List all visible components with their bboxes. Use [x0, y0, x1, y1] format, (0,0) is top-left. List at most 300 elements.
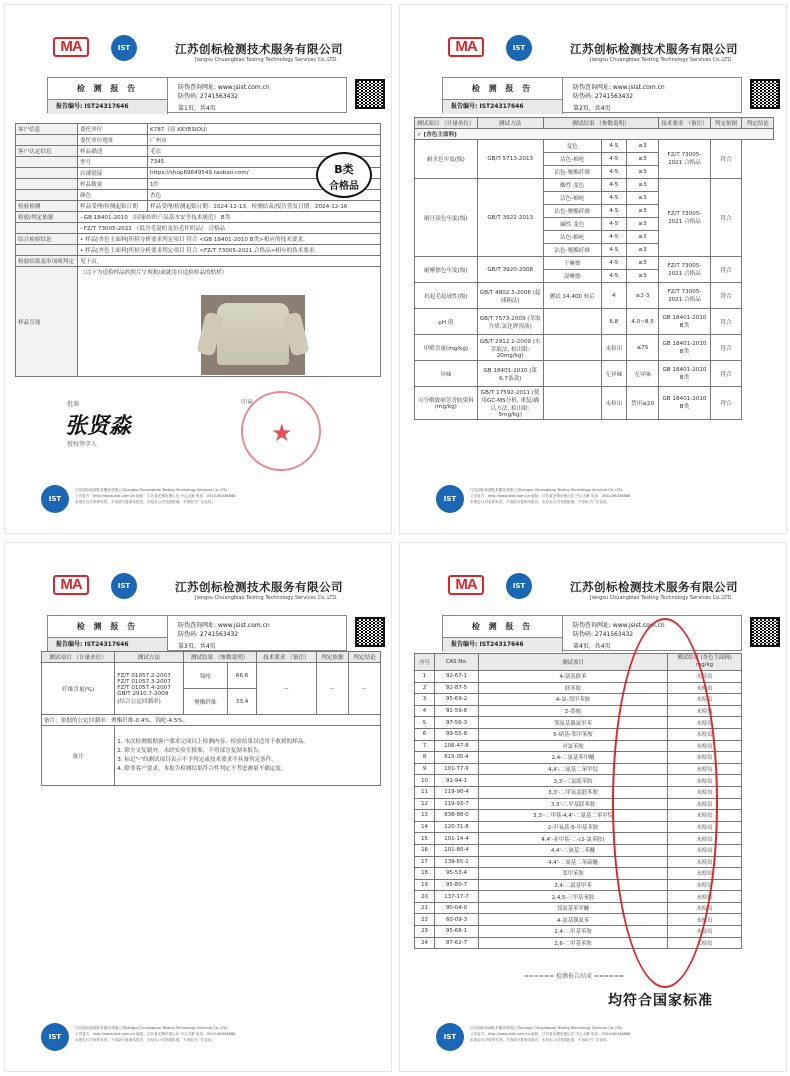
- value-cell: • 样品[杏色主面料]所检分析要求判定项目 符合 <FZ/T 73005-2021 合格品>相应的技术要求。: [78, 245, 381, 256]
- amine-name: 邻氨基偶氮甲苯: [479, 717, 668, 729]
- table-row: [415, 283, 774, 309]
- row-index: 6: [415, 728, 435, 740]
- query-code: 防伪码: 2741563432: [573, 631, 634, 638]
- remarks-cell: [115, 726, 381, 786]
- table-row: [16, 124, 381, 135]
- cas-number: 60-09-3: [435, 914, 479, 926]
- sub-requirement: ≥3: [626, 179, 658, 192]
- section-cell: 检验检测: [16, 201, 78, 212]
- section-cell: [16, 223, 78, 234]
- table-row: [415, 129, 774, 140]
- table-row: [415, 387, 774, 420]
- item-name: 可分解致癌芳香胺染料(mg/kg): [415, 387, 478, 420]
- sub-value: 4-5: [601, 270, 626, 283]
- ist-footer-logo: IST: [41, 485, 69, 513]
- sub-requirement: 无异味: [626, 361, 658, 387]
- row-index: 3: [415, 694, 435, 706]
- item-name: 异味: [415, 361, 478, 387]
- remark-line: 4. 除非客户要求，本报告检测结果符合性判定不考虑测量不确定度。: [117, 765, 287, 772]
- query-code: 防伪码: 2741563432: [178, 93, 239, 100]
- test-results-table: [414, 117, 774, 420]
- cas-number: 99-55-8: [435, 728, 479, 740]
- item-result: 符合: [710, 309, 742, 335]
- cas-number: 838-88-0: [435, 810, 479, 822]
- footer-company: 江苏创标检测技术服务有限公司Jiangsu Chuangbiao Testing Technology Services Co.,LTD.: [75, 1026, 228, 1030]
- value-cell: 见下页。: [78, 256, 381, 267]
- footer: [436, 485, 776, 519]
- sweater-image: [217, 303, 289, 365]
- header-cell: 判定结论: [348, 652, 380, 663]
- item-name: 耐汗渍色牢度(级): [415, 179, 478, 257]
- footer-line1: 公司官方：http://www.jsist.com.cn 地址：江苏省无锡市惠山区 中心大厦 电话：0510-86336888: [75, 1032, 236, 1036]
- seal-label: 印章: [241, 399, 254, 406]
- header-cell: 技术要求 （备注）: [659, 118, 711, 129]
- company-name-en: Jiangsu Chuangbiao Testing Technology Services Co.,LTD.: [195, 595, 338, 601]
- approver-title: 授权签字人: [67, 441, 98, 448]
- cas-number: 91-59-8: [435, 705, 479, 717]
- label-cell: 型号: [78, 157, 148, 168]
- company-name-en: Jiangsu Chuangbiao Testing Technology Services Co.,LTD.: [590, 595, 733, 601]
- label-cell: 店铺链接: [78, 168, 148, 179]
- method-line: (结合公定回潮率): [117, 698, 161, 705]
- row-index: 9: [415, 763, 435, 775]
- item-basis: FZ/T 73005-2021 合格品: [659, 257, 711, 283]
- amine-name: 邻甲苯胺: [479, 868, 668, 880]
- header-cell: 序号: [415, 654, 435, 671]
- highlight-ellipse: [612, 618, 718, 988]
- ist-logo: IST: [111, 573, 137, 599]
- cas-number: 119-93-7: [435, 798, 479, 810]
- company-name-en: Jiangsu Chuangbiao Testing Technology Services Co.,LTD.: [195, 57, 338, 63]
- cas-number: 139-65-1: [435, 856, 479, 868]
- item-method: GB/T 4802.3-2008 (起球箱法): [477, 283, 543, 309]
- amine-result: 未检出: [668, 914, 742, 926]
- sub-value: 4-5: [601, 205, 626, 218]
- footer-company: 江苏创标检测技术服务有限公司Jiangsu Chuangbiao Testing Technology Services Co.,LTD.: [75, 488, 228, 492]
- sub-requirement: 禁用≤20: [626, 387, 658, 420]
- qr-code[interactable]: [355, 79, 385, 109]
- sub-label: 湿摩擦: [543, 270, 601, 283]
- cas-number: 101-14-4: [435, 833, 479, 845]
- cas-number: 95-80-7: [435, 879, 479, 891]
- table-row: [415, 179, 774, 192]
- sub-value: 4: [601, 283, 626, 309]
- ist-logo: IST: [111, 35, 137, 61]
- table-row: [415, 361, 774, 387]
- report-number: 报告编号: IST24317646: [443, 638, 563, 652]
- table-row: [16, 146, 381, 157]
- method-line: FZ/T 01057.3-2007: [117, 678, 171, 685]
- row-index: 12: [415, 798, 435, 810]
- cas-number: 137-17-7: [435, 891, 479, 903]
- cas-number: 92-87-5: [435, 682, 479, 694]
- amine-name: 4,4'-二氨基二苯醚: [479, 844, 668, 856]
- sub-value: 4-5: [601, 218, 626, 231]
- query-site: 防伪查询网址: www.jsist.com.cn: [178, 622, 270, 629]
- sub-requirement: 4.0~8.5: [626, 309, 658, 335]
- amine-result: 未检出: [668, 833, 742, 845]
- header-cell: 测试方法: [115, 652, 183, 663]
- approver-signature: 张贤淼: [65, 413, 132, 439]
- official-seal: [241, 391, 321, 471]
- sub-value: 4-5: [601, 166, 626, 179]
- section-cell: [16, 190, 78, 201]
- fiber-value: 33.4: [228, 689, 257, 715]
- value-cell: • 样品[杏色主面料]所检分析要求判定项目 符合 <GB 18401-2010 B类>相应的技术要求。: [78, 234, 381, 245]
- row-index: 20: [415, 891, 435, 903]
- item-name: 耐水色牢度(级): [415, 140, 478, 179]
- table-row: [16, 245, 381, 256]
- remark-line: 2. 除全文复制外，未经实验室批准，不得部分复制本报告。: [117, 747, 265, 754]
- cas-number: 120-71-8: [435, 821, 479, 833]
- row-index: 15: [415, 833, 435, 845]
- cma-logo: MA: [448, 575, 484, 595]
- sub-requirement: ≥3: [626, 153, 658, 166]
- item-basis: GB 18401-2010 B类: [659, 309, 711, 335]
- sub-label: 沾色-棉纶: [543, 231, 601, 244]
- item-basis: FZ/T 73005-2021 合格品: [659, 283, 711, 309]
- qr-code[interactable]: [750, 79, 780, 109]
- sub-label: 碱性 变色: [543, 218, 601, 231]
- report-title: 检 测 报 告: [48, 616, 168, 638]
- amine-result: 未检出: [668, 763, 742, 775]
- report-header-box: [47, 77, 347, 113]
- cma-logo: MA: [448, 37, 484, 57]
- qr-code[interactable]: [750, 617, 780, 647]
- sub-value: 4-5: [601, 179, 626, 192]
- amine-result: 未检出: [668, 902, 742, 914]
- footer-text: [75, 1025, 235, 1043]
- amine-name: 4,4'-二氨基二苯甲烷: [479, 763, 668, 775]
- sub-label: 沾色-棉纶: [543, 192, 601, 205]
- unit-header: mg/kg: [695, 662, 714, 668]
- amine-name: 2,6-二甲基苯胺: [479, 937, 668, 949]
- amine-result: 未检出: [668, 740, 742, 752]
- report-title: 检 测 报 告: [443, 616, 563, 638]
- table-row: [42, 726, 381, 786]
- sub-requirement: ≥3: [626, 140, 658, 153]
- footer: [436, 1023, 776, 1057]
- sub-value: 未检出: [601, 335, 626, 361]
- query-site: 防伪查询网址: www.jsist.com.cn: [573, 622, 665, 629]
- header-cell: 判定结论: [742, 118, 774, 129]
- amine-name: 2-甲氧基-5-甲基苯胺: [479, 821, 668, 833]
- amine-result: 未检出: [668, 879, 742, 891]
- amine-name: 联苯胺: [479, 682, 668, 694]
- table-row: [16, 234, 381, 245]
- amine-name: 2,4-二氨基甲苯: [479, 879, 668, 891]
- label-cell: 委托单位地址: [78, 135, 148, 146]
- company-name-cn: 江苏创标检测技术服务有限公司: [175, 42, 343, 56]
- basis: --: [316, 663, 348, 715]
- report-number: 报告编号: IST24317646: [443, 100, 563, 114]
- report-page-2: [399, 4, 787, 534]
- item-method: GB/T 7573-2009 (萃取介质:氯化钾溶液): [477, 309, 543, 335]
- cas-number: 87-62-7: [435, 937, 479, 949]
- header-cell: 判定依据: [710, 118, 742, 129]
- amine-name: 邻氨基苯甲醚: [479, 902, 668, 914]
- sub-label: 测试 14,400 转后: [543, 283, 601, 309]
- amine-name: 3,3'-二氯联苯胺: [479, 775, 668, 787]
- sub-label: [543, 309, 601, 335]
- amine-result: 未检出: [668, 844, 742, 856]
- item-basis: GB 18401-2010 B类: [659, 361, 711, 387]
- section-cell: [16, 135, 78, 146]
- item-result: 符合: [710, 140, 742, 179]
- table-row: [16, 256, 381, 267]
- section-cell: [16, 157, 78, 168]
- page-indicator: 第2页，共4页: [573, 105, 611, 112]
- row-index: 10: [415, 775, 435, 787]
- section-cell: 样品呈现: [16, 267, 78, 377]
- sub-label: 干摩擦: [543, 257, 601, 270]
- section-cell: 客户认定信息: [16, 146, 78, 157]
- amine-name: 2,4-二甲基苯胺: [479, 926, 668, 938]
- footer-line1: 公司官方：http://www.jsist.com.cn 地址：江苏省无锡市惠山区 中心大厦 电话：0510-86336888: [470, 1032, 631, 1036]
- amine-result: 未检出: [668, 937, 742, 949]
- label-cell: 样品受理/检测起始日期: [78, 201, 148, 212]
- sub-label: 变色: [543, 140, 601, 153]
- company-name-cn: 江苏创标检测技术服务有限公司: [570, 580, 738, 594]
- row-index: 16: [415, 844, 435, 856]
- amine-result: 未检出: [668, 821, 742, 833]
- amine-name: 4-氯-邻甲苯胺: [479, 694, 668, 706]
- amine-result: 未检出: [668, 868, 742, 880]
- section-cell: 综合检验结论: [16, 234, 78, 245]
- method-line: FZ/T 01057.2-2007: [117, 672, 171, 679]
- fiber-content-table: [41, 651, 381, 786]
- sub-requirement: ≥3: [626, 231, 658, 244]
- amine-result: 未检出: [668, 694, 742, 706]
- sub-label: 沾色-棉纶: [543, 153, 601, 166]
- item-method: GB/T 3922-2013: [477, 179, 543, 257]
- amine-result: 未检出: [668, 798, 742, 810]
- row-index: 13: [415, 810, 435, 822]
- footer-line2: 本报告仅对来样负责。不得部分复制本报告，未经本公司书面批准，不得用于广告宣传。: [75, 1038, 216, 1042]
- table-row: [16, 212, 381, 223]
- section-cell: 检验结果及串项项判定: [16, 256, 78, 267]
- sub-requirement: ≥3: [626, 166, 658, 179]
- amine-name: 4-氨基联苯: [479, 671, 668, 683]
- amine-result: 未检出: [668, 671, 742, 683]
- amine-name: 5-硝基-邻甲苯胺: [479, 728, 668, 740]
- ist-logo: IST: [506, 573, 532, 599]
- item-basis: FZ/T 73005-2021 合格品: [659, 140, 711, 179]
- query-site: 防伪查询网址: www.jsist.com.cn: [573, 84, 665, 91]
- cma-logo: MA: [53, 575, 89, 595]
- value-cell: 毛衣: [148, 146, 381, 157]
- item-basis: FZ/T 73005-2021 合格品: [659, 179, 711, 257]
- value-cell: 样品受理/检测起始日期：2024-12-13，检测结束/报告签发日期：2024-12-16: [148, 201, 381, 212]
- item-name: 纤维含量(%): [42, 663, 115, 715]
- footer: [41, 1023, 381, 1057]
- method-line: GB/T 2910.7-2009: [117, 690, 169, 697]
- header-cell: 测试方法: [477, 118, 543, 129]
- table-row: [42, 652, 381, 663]
- table-row: [415, 140, 774, 153]
- row-index: 2: [415, 682, 435, 694]
- value-cell: - FZ/T 73005-2021 《低含毛混纺及仿毛针织品》 合格品: [78, 223, 381, 234]
- amine-name: 3,3'-二甲氧基联苯胺: [479, 786, 668, 798]
- cas-number: 615-05-4: [435, 752, 479, 764]
- amine-result: 未检出: [668, 810, 742, 822]
- method-line: FZ/T 01057.4-2007: [117, 684, 171, 691]
- sub-requirement: ≥3: [626, 257, 658, 270]
- sub-value: 4-5: [601, 244, 626, 257]
- item-method: GB/T 3920-2008: [477, 257, 543, 283]
- fiber-note: 备注：依据的公定回潮率：聚酯纤维-0.4%，锦纶-4.5%。: [42, 715, 381, 726]
- result: --: [348, 663, 380, 715]
- cas-number: 97-56-3: [435, 717, 479, 729]
- amine-result: 未检出: [668, 682, 742, 694]
- table-row: [415, 335, 774, 361]
- table-row: [16, 223, 381, 234]
- item-name: pH 值: [415, 309, 478, 335]
- sub-requirement: ≥3: [626, 270, 658, 283]
- section-cell: 检验/判定依据: [16, 212, 78, 223]
- section-cell: [16, 168, 78, 179]
- row-index: 1: [415, 671, 435, 683]
- footer-text: [75, 487, 235, 505]
- item-name: 耐摩擦色牢度(级): [415, 257, 478, 283]
- section-row: ✓ [杏色主面料]: [415, 129, 774, 140]
- section-cell: 客户信息: [16, 124, 78, 135]
- table-row: [16, 135, 381, 146]
- value-cell: （以下为送检样品的照片呈现和/或就用自送检样品的贴样）: [78, 267, 381, 377]
- row-index: 14: [415, 821, 435, 833]
- cma-logo: MA: [53, 37, 89, 57]
- grade-callout: [316, 152, 372, 198]
- header-cell: 测试项目 （计量单位）: [415, 118, 478, 129]
- item-name: 抗起毛起球性(级): [415, 283, 478, 309]
- report-end: ====== 检测报告结束 ======: [524, 973, 625, 980]
- cas-number: 90-04-0: [435, 902, 479, 914]
- callout-line1: B类: [334, 163, 354, 176]
- report-header-box: [442, 615, 742, 651]
- report-page-3: [4, 542, 392, 1072]
- label-cell: 样品数量: [78, 179, 148, 190]
- header-cell: 测试结果 （参数说明）: [183, 652, 256, 663]
- query-site: 防伪查询网址: www.jsist.com.cn: [178, 84, 270, 91]
- table-row: [16, 201, 381, 212]
- amine-result: 未检出: [668, 786, 742, 798]
- row-index: 4: [415, 705, 435, 717]
- footer-line2: 本报告仅对来样负责。不得部分复制本报告，未经本公司书面批准，不得用于广告宣传。: [470, 1038, 611, 1042]
- query-code: 防伪码: 2741563432: [178, 631, 239, 638]
- qr-code[interactable]: [355, 617, 385, 647]
- sub-requirement: ≥2-3: [626, 283, 658, 309]
- amine-result: 未检出: [668, 717, 742, 729]
- sub-label: 沾色-聚酯纤维: [543, 244, 601, 257]
- star-icon: ★: [271, 419, 293, 447]
- row-index: 19: [415, 879, 435, 891]
- item-basis: GB 18401-2010 B类: [659, 335, 711, 361]
- page-indicator: 第4页，共4页: [573, 643, 611, 650]
- item-result: 符合: [710, 387, 742, 420]
- table-row: [42, 715, 381, 726]
- row-index: 8: [415, 752, 435, 764]
- sub-label: 沾色-聚酯纤维: [543, 205, 601, 218]
- amine-name: 4,4'-二氨基二苯硫醚: [479, 856, 668, 868]
- ist-footer-logo: IST: [41, 1023, 69, 1051]
- sub-value: 未检出: [601, 387, 626, 420]
- value-cell: - GB 18401-2010 《国家纺织产品基本安全技术规范》 B类: [78, 212, 381, 223]
- footer-company: 江苏创标检测技术服务有限公司Jiangsu Chuangbiao Testing Technology Services Co.,LTD.: [470, 488, 623, 492]
- sub-value: 无异味: [601, 361, 626, 387]
- section-cell: [16, 245, 78, 256]
- amine-result: 未检出: [668, 752, 742, 764]
- row-index: 22: [415, 914, 435, 926]
- row-index: 11: [415, 786, 435, 798]
- remark-line: 1. 本次检测根据客户要求完成以上检测内容，检验结果仅适用于收到的样品。: [117, 738, 309, 745]
- fiber-name: 聚酯纤维: [183, 689, 228, 715]
- sub-value: 4-5: [601, 140, 626, 153]
- header-cell: 判定依据: [316, 652, 348, 663]
- approver-label: 批准: [67, 401, 80, 408]
- item-method: GB/T 5713-2013: [477, 140, 543, 179]
- item-result: 符合: [710, 179, 742, 257]
- report-title: 检 测 报 告: [48, 78, 168, 100]
- sub-requirement: ≥3: [626, 244, 658, 257]
- fiber-value: 66.6: [228, 663, 257, 689]
- amine-result: 未检出: [668, 856, 742, 868]
- footer-text: [470, 487, 630, 505]
- item-method: GB 18401-2010 (第6.7条款): [477, 361, 543, 387]
- sub-value: 4-5: [601, 192, 626, 205]
- callout-line2: 合格品: [329, 181, 359, 192]
- amine-result: 未检出: [668, 775, 742, 787]
- amine-name: 4-氨基偶氮苯: [479, 914, 668, 926]
- footer-text: [470, 1025, 630, 1043]
- row-index: 21: [415, 902, 435, 914]
- row-index: 24: [415, 937, 435, 949]
- footer-line2: 本报告仅对来样负责。不得部分复制本报告，未经本公司书面批准，不得用于广告宣传。: [75, 500, 216, 504]
- report-page-1: [4, 4, 392, 534]
- ist-footer-logo: IST: [436, 1023, 464, 1051]
- table-row: [16, 267, 381, 377]
- cas-number: 119-90-4: [435, 786, 479, 798]
- company-name-en: Jiangsu Chuangbiao Testing Technology Services Co.,LTD.: [590, 57, 733, 63]
- table-row: [415, 257, 774, 270]
- header-cell: 测试项目 （计量单位）: [42, 652, 115, 663]
- value-cell: 广州市: [148, 135, 381, 146]
- header-cell: 测试项目: [479, 654, 668, 671]
- cas-number: 101-80-4: [435, 844, 479, 856]
- footer: [41, 485, 381, 519]
- table-row: [415, 118, 774, 129]
- label-cell: 颜色: [78, 190, 148, 201]
- amine-result: 未检出: [668, 728, 742, 740]
- sub-label: 沾色-聚酯纤维: [543, 166, 601, 179]
- amine-name: 3,3'-二甲基-4,4'-二氨基二苯甲烷: [479, 810, 668, 822]
- amine-result: 未检出: [668, 891, 742, 903]
- item-method: GB/T 2912.1-2009 (水萃取法, 检出限: 20mg/kg): [477, 335, 543, 361]
- amine-result: 未检出: [668, 926, 742, 938]
- item-result: 符合: [710, 361, 742, 387]
- sub-value: 6.8: [601, 309, 626, 335]
- report-title: 检 测 报 告: [443, 78, 563, 100]
- sub-requirement: ≥3: [626, 218, 658, 231]
- cas-number: 101-77-9: [435, 763, 479, 775]
- item-method: GB/T 17592-2011 (使用GC-MS分析, 重复/确认方法, 检出限: 5mg/kg): [477, 387, 543, 420]
- value-cell: K787（原 KKYESIOU）: [148, 124, 381, 135]
- amine-name: 2-萘胺: [479, 705, 668, 717]
- header-cell: CAS No.: [435, 654, 479, 671]
- report-page-4: [399, 542, 787, 1072]
- label-cell: 委托单位: [78, 124, 148, 135]
- conclusion-label: 均符合国家标准: [608, 993, 713, 1009]
- ist-footer-logo: IST: [436, 485, 464, 513]
